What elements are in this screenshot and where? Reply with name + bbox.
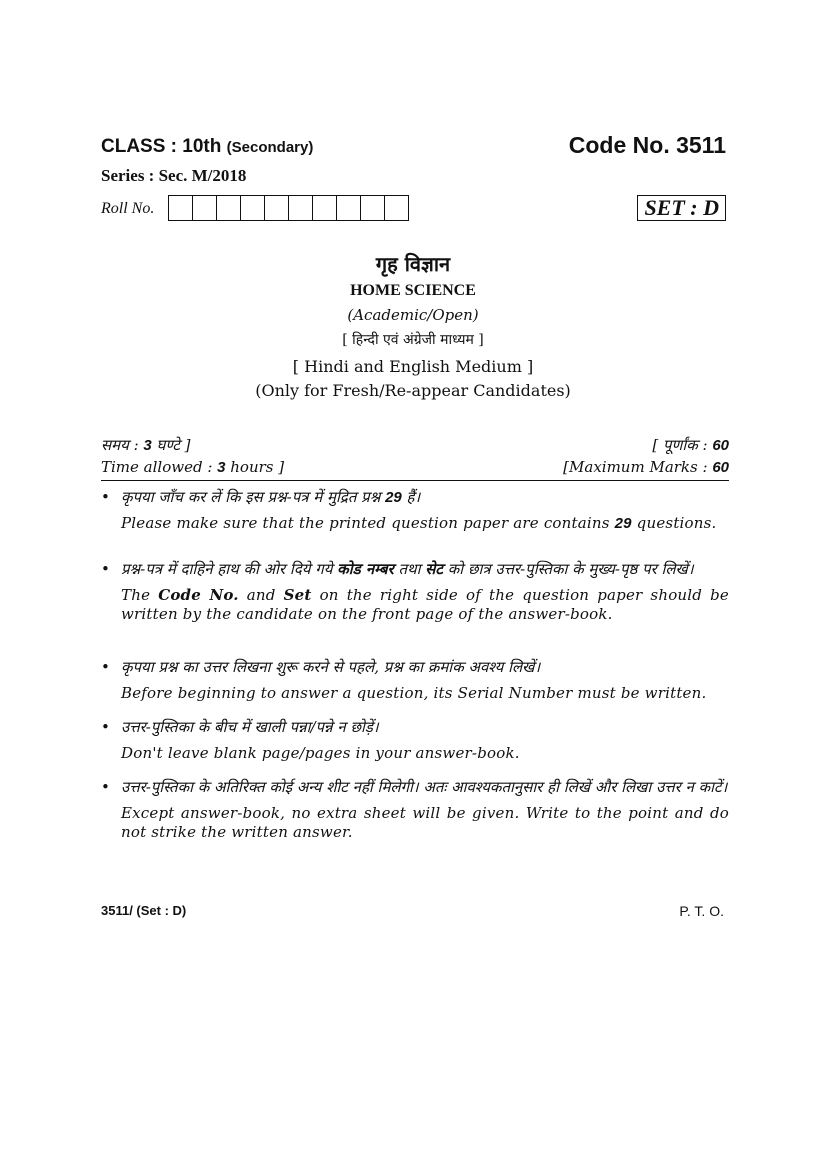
- text-segment: Before beginning to answer a question, its Serial Number must be written.: [121, 684, 707, 702]
- roll-digit-box: [337, 196, 361, 220]
- time-marks-hindi: [101, 435, 729, 455]
- t: [ पूर्णांक :: [652, 436, 713, 454]
- text-segment: सेट: [425, 560, 443, 578]
- bullet-icon: •: [101, 560, 110, 578]
- instruction-item: [101, 658, 729, 703]
- text-segment: on the right side of the question paper should be written by the candidate on the front page of the answer-book.: [121, 586, 729, 623]
- instruction-item: [101, 718, 729, 763]
- text-segment: Code No.: [158, 586, 239, 604]
- roll-digit-box: [313, 196, 337, 220]
- roll-digit-box: [265, 196, 289, 220]
- set-badge: SET : D: [637, 195, 726, 221]
- text-segment: प्रश्न-पत्र में दाहिने हाथ की ओर दिये गये: [121, 560, 338, 578]
- roll-digit-box: [361, 196, 385, 220]
- text-segment: questions.: [631, 514, 717, 532]
- bullet-icon: •: [101, 658, 110, 676]
- text-segment: Don't leave blank page/pages in your answer-book.: [121, 744, 520, 762]
- text-segment: उत्तर-पुस्तिका के बीच में खाली पन्ना/पन्ने न छोड़ें।: [121, 718, 379, 736]
- time-hindi: [101, 435, 191, 455]
- text-segment: Please make sure that the printed question paper are contains: [121, 514, 615, 532]
- instruction-english: [121, 804, 729, 842]
- roll-digit-box: [193, 196, 217, 220]
- instruction-item: [101, 560, 729, 624]
- text-segment: The: [121, 586, 159, 604]
- t: hours ]: [225, 458, 285, 476]
- text-segment: हैं।: [401, 488, 421, 506]
- class-text: CLASS : 10th: [101, 136, 222, 157]
- text-segment: कृपया प्रश्न का उत्तर लिखना शुरू करने से पहले, प्रश्न का क्रमांक अवश्य लिखें।: [121, 658, 541, 676]
- time-marks-english: [101, 458, 729, 476]
- marks-hindi: [652, 435, 729, 455]
- time-english: [101, 458, 284, 476]
- instruction-english: [121, 586, 729, 624]
- class-sub: (Secondary): [226, 139, 314, 156]
- t: 60: [712, 459, 729, 476]
- text-segment: उत्तर-पुस्तिका के अतिरिक्त कोई अन्य शीट नहीं मिलेगी। अतः आवश्यकतानुसार ही लिखें और लिखा उत्तर न काटें।: [121, 778, 728, 796]
- roll-digit-box: [241, 196, 265, 220]
- instruction-english: [121, 744, 729, 763]
- text-segment: 29: [385, 489, 402, 506]
- text-segment: and: [238, 586, 284, 604]
- t: Time allowed :: [101, 458, 218, 476]
- instruction-item: [101, 488, 729, 533]
- instruction-hindi: [121, 560, 729, 579]
- t: 3: [143, 437, 152, 454]
- instruction-hindi: [121, 778, 729, 797]
- roll-digit-box: [289, 196, 313, 220]
- bullet-icon: •: [101, 778, 110, 796]
- class-label: [101, 136, 313, 158]
- series: Series : Sec. M/2018: [101, 166, 247, 185]
- instruction-hindi: [121, 488, 729, 507]
- code-number: Code No. 3511: [568, 132, 726, 158]
- marks-english: [563, 458, 729, 476]
- roll-digit-box: [169, 196, 193, 220]
- title-hindi: गृह विज्ञान: [375, 252, 451, 276]
- roll-digit-box: [385, 196, 408, 220]
- paper-type: (Academic/Open): [347, 306, 479, 324]
- footer-pto: P. T. O.: [679, 903, 724, 919]
- instruction-english: [121, 684, 729, 703]
- text-segment: 29: [614, 515, 632, 532]
- instruction-hindi: [121, 658, 729, 677]
- t: समय :: [101, 436, 144, 454]
- text-segment: तथा: [393, 560, 426, 578]
- bullet-icon: •: [101, 718, 110, 736]
- roll-digit-box: [217, 196, 241, 220]
- roll-label: Roll No.: [101, 200, 155, 217]
- title-english: HOME SCIENCE: [350, 282, 476, 299]
- t: 3: [217, 459, 226, 476]
- t: 60: [712, 437, 729, 454]
- candidates-note: (Only for Fresh/Re-appear Candidates): [255, 381, 571, 400]
- medium-hindi: [ हिन्दी एवं अंग्रेजी माध्यम ]: [342, 332, 484, 348]
- bullet-icon: •: [101, 488, 110, 506]
- text-segment: Set: [283, 586, 312, 604]
- divider: [101, 480, 729, 481]
- roll-number-boxes: [168, 195, 409, 221]
- text-segment: कोड नम्बर: [337, 560, 394, 578]
- footer-code: 3511/ (Set : D): [101, 903, 187, 918]
- t: [Maximum Marks :: [563, 458, 713, 476]
- text-segment: कृपया जाँच कर लें कि इस प्रश्न-पत्र में मुद्रित प्रश्न: [121, 488, 386, 506]
- medium-english: [ Hindi and English Medium ]: [292, 357, 534, 376]
- text-segment: Except answer-book, no extra sheet will be given. Write to the point and do not strike the written answer.: [121, 804, 729, 841]
- t: घण्टे ]: [151, 436, 191, 454]
- instruction-item: [101, 778, 729, 842]
- instruction-english: [121, 514, 729, 533]
- instruction-hindi: [121, 718, 729, 737]
- text-segment: को छात्र उत्तर-पुस्तिका के मुख्य-पृष्ठ पर लिखें।: [443, 560, 694, 578]
